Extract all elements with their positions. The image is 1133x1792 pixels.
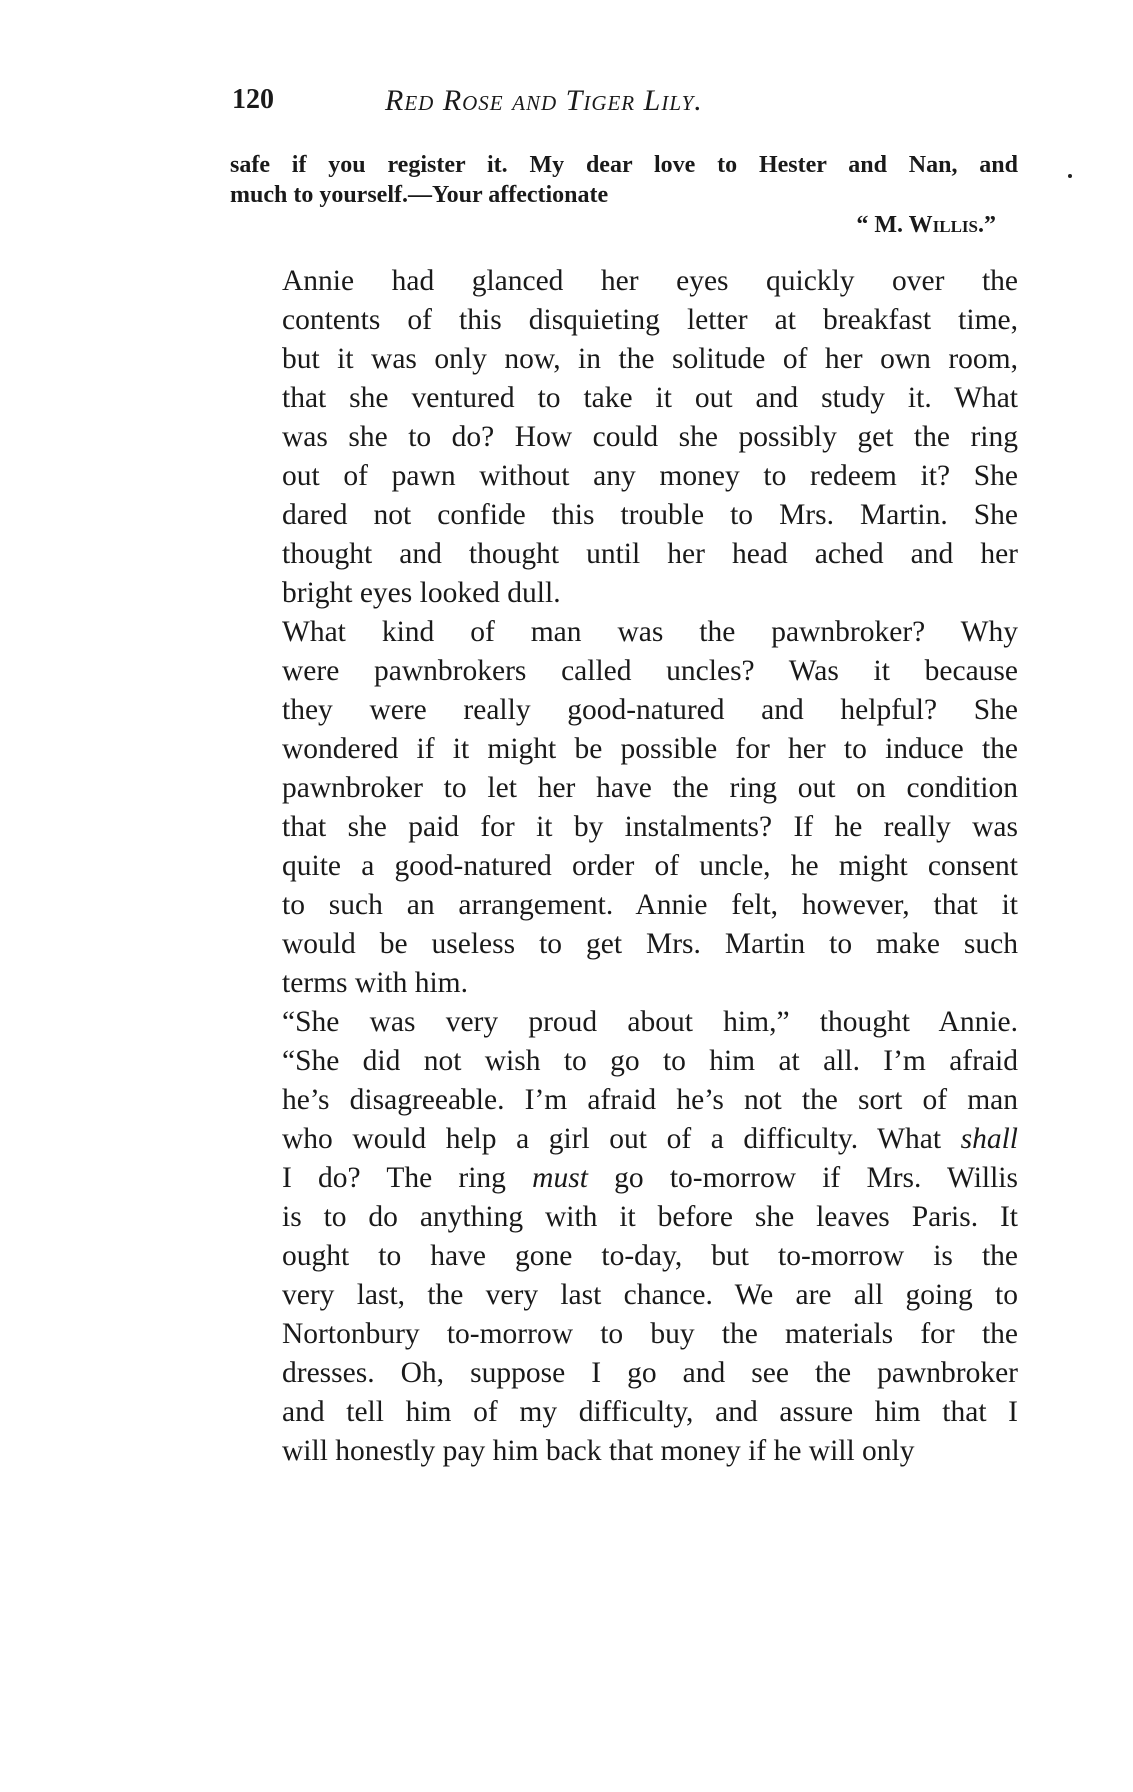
letter-signature: “ M. Willis.” — [856, 212, 996, 238]
paragraph — [230, 262, 1018, 613]
stray-ink-mark — [1068, 174, 1072, 178]
text-line: will honestly pay him back that money if he will only — [282, 1435, 915, 1467]
text-line: who would help a girl out of a difficulty. What shall — [282, 1123, 1018, 1155]
letter-line: safe if you register it. My dear love to Hester and Nan, and — [230, 152, 1018, 178]
text-line: pawnbroker to let her have the ring out on condition — [282, 772, 1018, 804]
body-text — [230, 262, 1018, 1471]
page-number: 120 — [232, 84, 274, 115]
text-line: terms with him. — [282, 967, 469, 999]
text-line: were pawnbrokers called uncles? Was it because — [282, 655, 1018, 687]
text-line: bright eyes looked dull. — [282, 577, 561, 609]
running-head — [230, 84, 1018, 124]
text-line: wondered if it might be possible for her to induce the — [282, 733, 1018, 765]
text-line: dresses. Oh, suppose I go and see the pawnbroker — [282, 1357, 1018, 1389]
text-line: out of pawn without any money to redeem it? She — [282, 460, 1018, 492]
book-page — [230, 84, 1018, 1471]
letter-line: much to yourself.—Your affectionate — [230, 182, 609, 208]
text-line: would be useless to get Mrs. Martin to make such — [282, 928, 1018, 960]
text-line: but it was only now, in the solitude of her own room, — [282, 343, 1018, 375]
text-line: quite a good-natured order of uncle, he might consent — [282, 850, 1018, 882]
paragraph — [230, 613, 1018, 1003]
text-line: contents of this disquieting letter at breakfast time, — [282, 304, 1018, 336]
letter-closing — [230, 150, 1018, 210]
text-line: “She was very proud about him,” thought Annie. — [282, 1006, 1018, 1038]
text-line: What kind of man was the pawnbroker? Why — [282, 616, 1018, 648]
text-line: they were really good-natured and helpful? She — [282, 694, 1018, 726]
text-line: and tell him of my difficulty, and assure him that I — [282, 1396, 1018, 1428]
text-line: “She did not wish to go to him at all. I’m afraid — [282, 1045, 1018, 1077]
running-title: Red Rose and Tiger Lily. — [385, 84, 703, 117]
text-line: was she to do? How could she possibly get the ring — [282, 421, 1018, 453]
text-line: I do? The ring must go to-morrow if Mrs. Willis — [282, 1162, 1018, 1194]
text-line: Annie had glanced her eyes quickly over the — [282, 265, 1018, 297]
text-line: Nortonbury to-morrow to buy the materials for the — [282, 1318, 1018, 1350]
text-line: to such an arrangement. Annie felt, however, that it — [282, 889, 1018, 921]
text-line: very last, the very last chance. We are all going to — [282, 1279, 1018, 1311]
text-line: ought to have gone to-day, but to-morrow is the — [282, 1240, 1018, 1272]
paragraph — [230, 1003, 1018, 1471]
text-line: dared not confide this trouble to Mrs. Martin. She — [282, 499, 1018, 531]
text-line: that she ventured to take it out and study it. What — [282, 382, 1018, 414]
text-line: he’s disagreeable. I’m afraid he’s not the sort of man — [282, 1084, 1018, 1116]
text-line: that she paid for it by instalments? If he really was — [282, 811, 1018, 843]
text-line: is to do anything with it before she leaves Paris. It — [282, 1201, 1018, 1233]
text-line: thought and thought until her head ached and her — [282, 538, 1018, 570]
